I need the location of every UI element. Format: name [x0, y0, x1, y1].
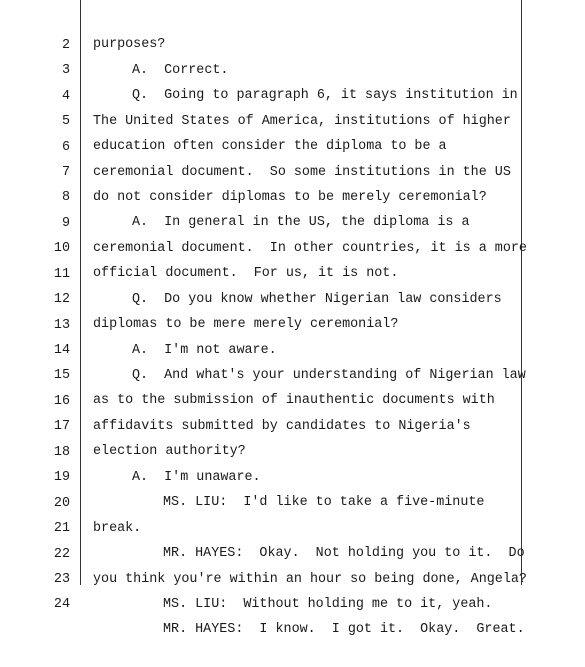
line-number: 8: [61, 190, 70, 205]
line-number: 15: [53, 368, 70, 383]
line-number: 18: [53, 445, 70, 460]
line-number: 9: [61, 216, 70, 231]
line-number: 14: [53, 343, 70, 358]
line-text: Q. Going to paragraph 6, it says institution in: [132, 88, 518, 103]
line-number: 22: [53, 547, 70, 562]
line-number: 3: [61, 63, 70, 78]
line-number: 24: [53, 597, 70, 612]
line-text: ceremonial document. So some institutions in the US: [93, 165, 511, 180]
line-text: break.: [93, 521, 142, 536]
line-number: 12: [53, 292, 70, 307]
line-text: do not consider diplomas to be merely ceremonial?: [93, 190, 487, 205]
line-text: as to the submission of inauthentic documents with: [93, 393, 495, 408]
line-text: MS. LIU: I'd like to take a five-minute: [163, 495, 485, 510]
line-text: you think you're within an hour so being done, Angela?: [93, 572, 527, 587]
line-text: A. I'm not aware.: [132, 343, 277, 358]
line-number: 6: [61, 140, 70, 155]
line-number: 13: [53, 318, 70, 333]
line-number: 19: [53, 470, 70, 485]
line-number: 20: [53, 496, 70, 511]
line-text: A. In general in the US, the diploma is a: [132, 215, 470, 230]
line-number: 21: [53, 521, 70, 536]
line-number: 4: [61, 89, 70, 104]
line-text: Q. Do you know whether Nigerian law considers: [132, 292, 502, 307]
line-text: official document. For us, it is not.: [93, 266, 399, 281]
line-text: affidavits submitted by candidates to Nigeria's: [93, 419, 471, 434]
line-text: ceremonial document. In other countries, it is a more: [93, 241, 527, 256]
line-text: A. Correct.: [132, 63, 229, 78]
line-text: purposes?: [93, 37, 166, 52]
line-text: Q. And what's your understanding of Nigerian law: [132, 368, 526, 383]
line-text: election authority?: [93, 444, 246, 459]
line-number: 5: [61, 114, 70, 129]
line-number: 10: [53, 241, 70, 256]
line-text: A. I'm unaware.: [132, 470, 261, 485]
line-number: 11: [53, 267, 70, 282]
line-number: 7: [61, 165, 70, 180]
line-number: 16: [53, 394, 70, 409]
line-number: 2: [61, 38, 70, 53]
transcript-line: [0, 0, 585, 52]
line-text: diplomas to be mere merely ceremonial?: [93, 317, 399, 332]
line-text: MR. HAYES: I know. I got it. Okay. Great.: [163, 622, 525, 637]
line-text: MS. LIU: Without holding me to it, yeah.: [163, 597, 493, 612]
line-number: 23: [53, 572, 70, 587]
line-number: 17: [53, 419, 70, 434]
line-text: MR. HAYES: Okay. Not holding you to it. Do: [163, 546, 525, 561]
line-text: The United States of America, institutions of higher: [93, 114, 511, 129]
line-text: education often consider the diploma to be a: [93, 139, 447, 154]
